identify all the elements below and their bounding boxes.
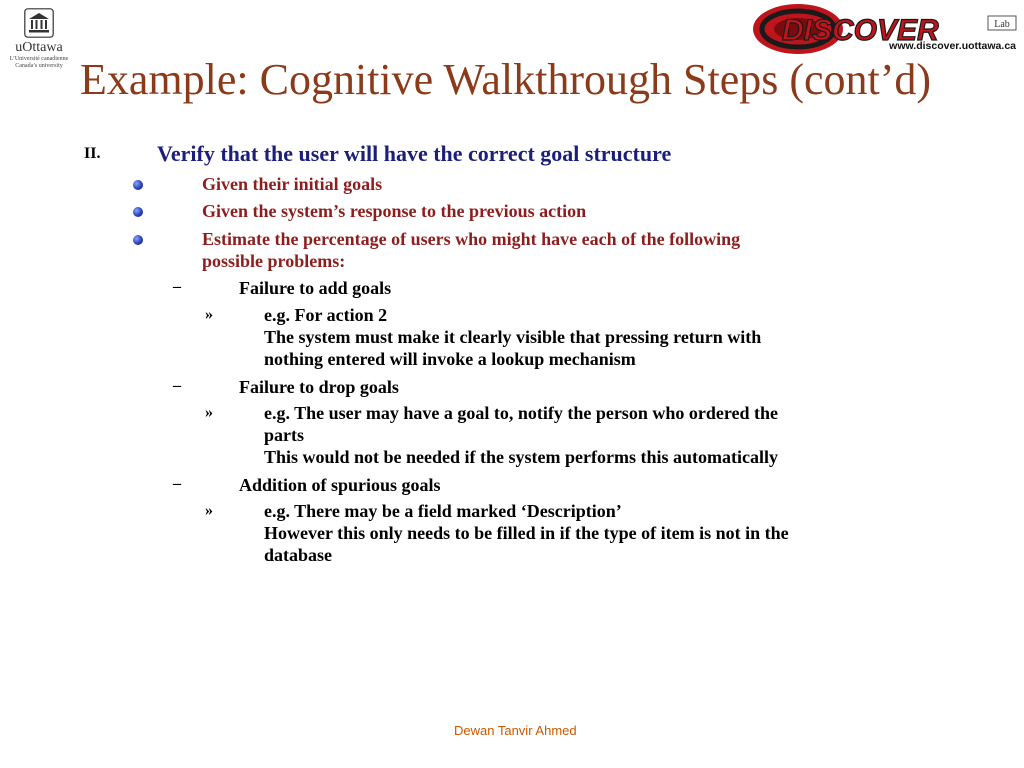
bullet-icon [133,180,143,190]
building-icon [24,8,54,38]
example-line: parts [264,425,304,445]
discover-url: www.discover.uottawa.ca [889,40,1016,52]
bullet-icon [133,235,143,245]
dash-marker: – [173,475,181,492]
example-line: e.g. The user may have a goal to, notify the person who ordered the [264,403,778,423]
example-marker: » [205,502,213,519]
problem-failure-to-drop-goals: Failure to drop goals [239,377,399,397]
uottawa-tagline-french: L’Université canadienne [9,56,69,62]
problem-failure-to-add-goals: Failure to add goals [239,278,392,298]
example-marker: » [205,404,213,421]
bullet-item-estimate-line-2: possible problems: [202,251,346,271]
bullet-item-system-response: Given the system’s response to the previous action [202,201,587,221]
bullet-item-initial-goals: Given their initial goals [202,174,383,194]
dash-marker: – [173,278,181,295]
uottawa-tagline-english: Canada’s university [15,63,63,69]
bullet-icon [133,207,143,217]
example-marker: » [205,306,213,323]
bullet-item-estimate-line-1: Estimate the percentage of users who might have each of the following [202,229,741,249]
slide-title: Example: Cognitive Walkthrough Steps (cont’d) [80,55,932,104]
example-line: database [264,545,333,565]
footer-author: Dewan Tanvir Ahmed [454,723,577,738]
discover-wordmark: DISCOVER [782,14,939,47]
lab-badge: Lab [994,19,1010,30]
dash-marker: – [173,377,181,394]
uottawa-wordmark: uOttawa [15,40,63,55]
example-line: This would not be needed if the system performs this automatically [264,447,778,467]
discover-lab-logo [752,2,1020,60]
example-line: nothing entered will invoke a lookup mechanism [264,349,636,369]
example-line: However this only needs to be filled in if the type of item is not in the [264,523,789,543]
section-marker: II. [84,145,101,162]
example-line: e.g. There may be a field marked ‘Description’ [264,501,622,521]
problem-addition-of-spurious-goals: Addition of spurious goals [239,475,441,495]
example-line: The system must make it clearly visible that pressing return with [264,327,762,347]
uottawa-logo [8,8,70,70]
example-line: e.g. For action 2 [264,305,388,325]
section-heading: Verify that the user will have the correct goal structure [157,141,672,166]
